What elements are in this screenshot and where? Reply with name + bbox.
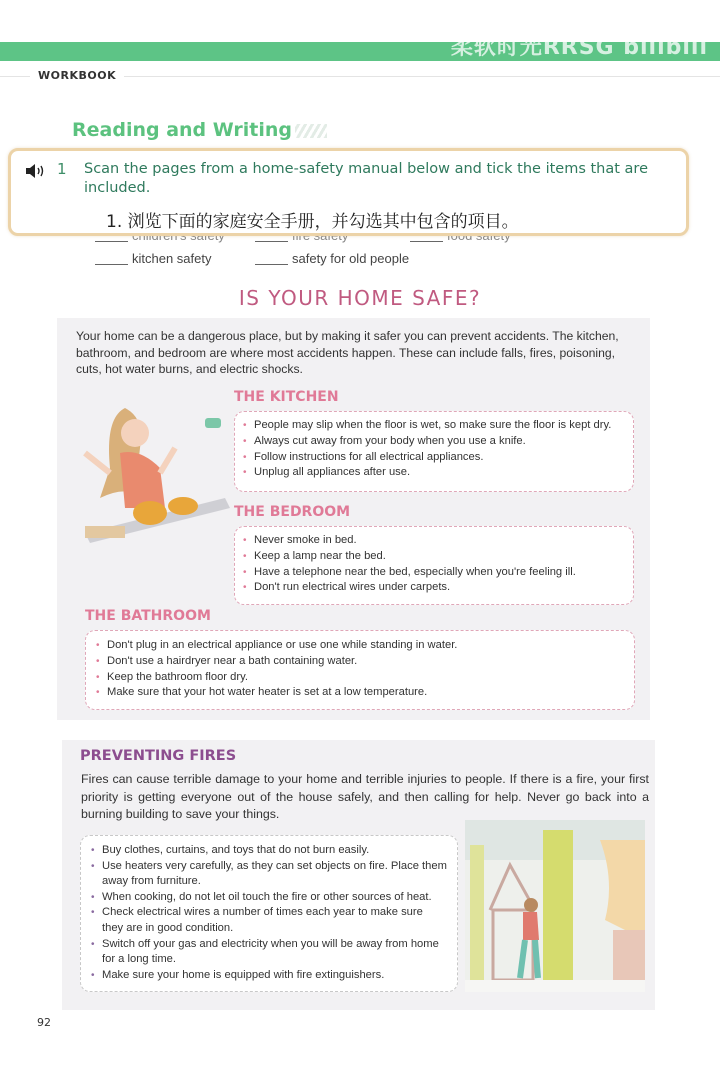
bedroom-title: THE BEDROOM bbox=[234, 504, 351, 520]
preventing-fires-panel bbox=[62, 740, 655, 1010]
hatch-decoration bbox=[295, 124, 327, 138]
fire-tip: • When cooking, do not let oil touch the fire or other sources of heat. bbox=[91, 890, 447, 906]
fire-tip: • Use heaters very carefully, as they can set objects on fire. Place them away from furniture. bbox=[91, 859, 447, 890]
page-number: 92 bbox=[37, 1016, 51, 1029]
chinese-subtitle: 1. 浏览下面的家庭安全手册，并勾选其中包含的项目。 bbox=[106, 212, 519, 232]
bathroom-tips-box bbox=[85, 630, 635, 710]
bedroom-tip: • Don't run electrical wires under carpets. bbox=[243, 580, 625, 596]
bathroom-tip: • Don't plug in an electrical appliance or use one while standing in water. bbox=[96, 638, 624, 654]
fire-tips-box bbox=[80, 835, 458, 992]
video-watermark: 柔软时光RRSG bilibili bbox=[450, 35, 708, 60]
kitchen-tips-box bbox=[234, 411, 634, 492]
kitchen-tip: • Unplug all appliances after use. bbox=[243, 465, 625, 481]
tick-row-1 bbox=[95, 237, 525, 245]
manual-heading: IS YOUR HOME SAFE? bbox=[238, 286, 482, 310]
fire-tip: • Make sure your home is equipped with fire extinguishers. bbox=[91, 968, 447, 984]
speaker-icon[interactable] bbox=[25, 163, 49, 179]
bathroom-tip: • Keep the bathroom floor dry. bbox=[96, 670, 624, 686]
bedroom-tip: • Keep a lamp near the bed. bbox=[243, 549, 625, 565]
bathroom-tip: • Don't use a hairdryer near a bath containing water. bbox=[96, 654, 624, 670]
exercise-instruction-box bbox=[8, 148, 689, 236]
workbook-label: WORKBOOK bbox=[30, 69, 124, 82]
bedroom-tips-box bbox=[234, 526, 634, 605]
bathroom-title: THE BATHROOM bbox=[85, 608, 211, 624]
bathroom-tip: • Make sure that your hot water heater is set at a low temperature. bbox=[96, 685, 624, 701]
fire-tip: • Switch off your gas and electricity when you will be away from home for a long time. bbox=[91, 937, 447, 968]
fire-escape-illustration-icon bbox=[465, 820, 645, 992]
section-title: Reading and Writing bbox=[72, 119, 292, 141]
home-safety-panel bbox=[57, 318, 650, 720]
tick-item-kitchen-safety[interactable]: kitchen safety bbox=[95, 251, 212, 266]
kitchen-tip: • Follow instructions for all electrical appliances. bbox=[243, 450, 625, 466]
kitchen-tip: • Always cut away from your body when you use a knife. bbox=[243, 434, 625, 450]
fire-tip: • Check electrical wires a number of times each year to make sure they are in good condition. bbox=[91, 905, 447, 936]
fire-tip: • Buy clothes, curtains, and toys that do not burn easily. bbox=[91, 843, 447, 859]
kitchen-title: THE KITCHEN bbox=[234, 389, 339, 405]
fires-intro: Fires can cause terrible damage to your home and terrible injuries to people. If there is a fire, your first priority is getting everyone out of the house safely, and then calling for help. Never go back into a burning building to save your things. bbox=[81, 772, 649, 821]
manual-intro: Your home can be a dangerous place, but by making it safer you can prevent accidents. The kitchen, bathroom, and bedroom are where most accidents happen. These can include falls, fires, poisoning, cuts, hot water burns, and electric shocks. bbox=[76, 329, 619, 376]
fires-title: PREVENTING FIRES bbox=[80, 748, 237, 764]
bedroom-tip: • Have a telephone near the bed, especially when you're feeling ill. bbox=[243, 565, 625, 581]
exercise-instruction: Scan the pages from a home-safety manual below and tick the items that are included. bbox=[84, 161, 648, 196]
tick-item-safety-old-people[interactable]: safety for old people bbox=[255, 251, 409, 266]
kitchen-tip: • People may slip when the floor is wet, so make sure the floor is kept dry. bbox=[243, 418, 625, 434]
bedroom-tip: • Never smoke in bed. bbox=[243, 533, 625, 549]
kitchen-illustration-icon bbox=[65, 398, 235, 553]
exercise-number: 1 bbox=[57, 160, 67, 178]
